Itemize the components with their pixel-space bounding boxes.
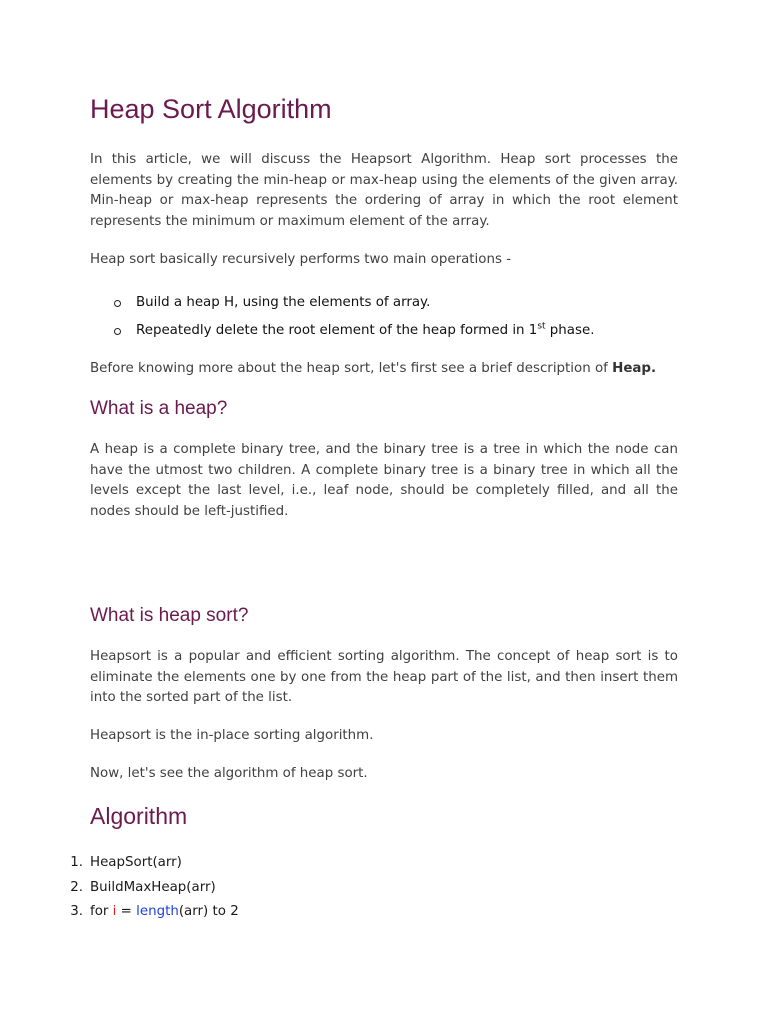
- operation-text: Build a heap H, using the elements of array.: [136, 295, 431, 310]
- code-function: length: [136, 904, 179, 919]
- before-knowing-bold: Heap.: [612, 361, 657, 376]
- heapsort-paragraph-3: Now, let's see the algorithm of heap sort.: [90, 766, 368, 781]
- operation-text-before: Repeatedly delete the root element of the heap formed in 1: [136, 323, 538, 338]
- heapsort-paragraph-2: Heapsort is the in-place sorting algorithm.: [90, 728, 374, 743]
- operations-intro: Heap sort basically recursively performs two main operations -: [90, 252, 512, 267]
- code-rest: (arr) to 2: [178, 904, 239, 919]
- heapsort-paragraph-1: Heapsort is a popular and efficient sorting algorithm. The concept of heap sort is to eliminate the elements one by one from the heap part of the list, and then insert them into the sorted part of the list.: [90, 649, 678, 706]
- heap-paragraph: A heap is a complete binary tree, and the binary tree is a tree in which the node can have the utmost two children. A complete binary tree is a binary tree in which all the levels except the last level, i.e., leaf node, should be completely filled, and all the nodes should be left-justified.: [90, 442, 678, 519]
- heading-what-is-heap: What is a heap?: [90, 398, 228, 419]
- algorithm-line: [70, 902, 239, 927]
- intro-paragraph: In this article, we will discuss the Heapsort Algorithm. Heap sort processes the elements by creating the min-heap or max-heap using the elements of the given array. Min-heap or max-heap represents the ordering of array in which the root element represents the minimum or maximum element of the array.: [90, 152, 678, 229]
- operations-list: [114, 292, 594, 348]
- operation-superscript: st: [537, 321, 546, 332]
- line-number: 2.: [70, 879, 83, 895]
- before-knowing-paragraph: [90, 359, 678, 380]
- heading-algorithm: Algorithm: [90, 803, 188, 829]
- code-keyword-for: for: [90, 904, 113, 919]
- code-operator: =: [116, 904, 137, 919]
- algorithm-line: [70, 878, 239, 903]
- code-text: BuildMaxHeap(arr): [90, 879, 216, 895]
- list-item: [114, 320, 594, 348]
- operation-text-after: phase.: [545, 323, 595, 338]
- line-number: 3.: [70, 904, 83, 919]
- heading-what-is-heap-sort: What is heap sort?: [90, 605, 249, 626]
- code-variable: i: [112, 904, 117, 919]
- before-knowing-text: Before knowing more about the heap sort, let's first see a brief description of: [90, 361, 613, 376]
- line-number: 1.: [70, 855, 83, 870]
- page-title: Heap Sort Algorithm: [90, 94, 332, 124]
- algorithm-line: [70, 853, 239, 878]
- list-item: [114, 292, 594, 320]
- code-text: HeapSort(arr): [90, 855, 182, 870]
- hollow-bullet-icon: [114, 328, 121, 335]
- algorithm-list: [70, 853, 239, 927]
- hollow-bullet-icon: [114, 300, 121, 307]
